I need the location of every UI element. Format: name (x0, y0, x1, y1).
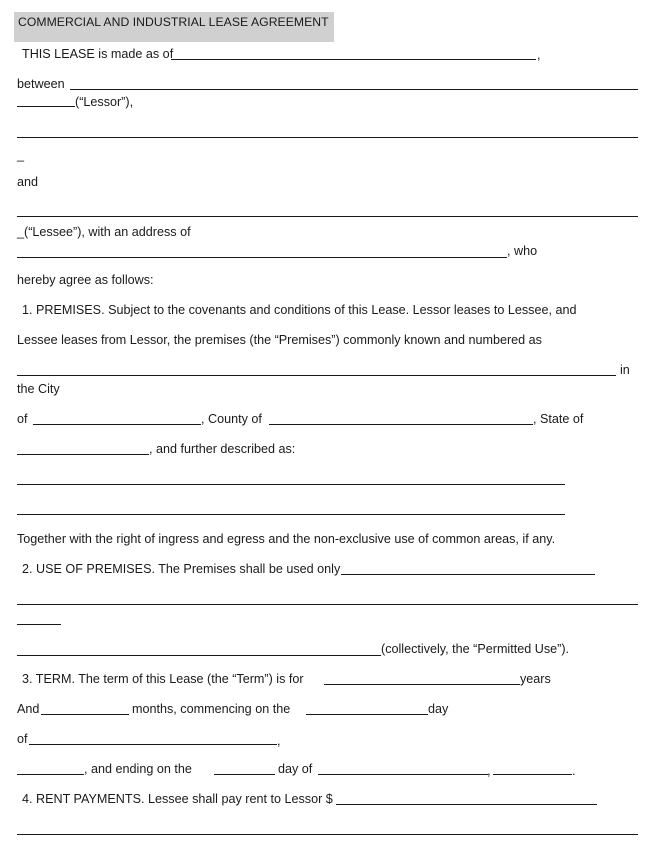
commence-month-blank[interactable] (29, 744, 277, 745)
document-title: COMMERCIAL AND INDUSTRIAL LEASE AGREEMENT (14, 12, 334, 42)
agree-label: hereby agree as follows: (17, 273, 154, 287)
further-label: , and further described as: (149, 442, 296, 456)
city-blank[interactable] (33, 424, 201, 425)
lessee-address-blank[interactable] (17, 257, 507, 258)
lessor-blank[interactable] (17, 106, 75, 107)
months-label: months, commencing on the (132, 702, 291, 716)
of-label: of (17, 412, 28, 426)
use-blank-2[interactable] (17, 604, 638, 605)
day-of-label: day of (278, 762, 313, 776)
county-label: , County of (201, 412, 262, 426)
lease-date-comma: , (537, 48, 541, 62)
end-month-blank[interactable] (318, 774, 488, 775)
description-blank-2[interactable] (17, 514, 565, 515)
premises-clause-line1: 1. PREMISES. Subject to the covenants and conditions of this Lease. Lessor leases to Lessee, and (22, 303, 577, 317)
lessor-label: (“Lessor”), (75, 95, 134, 109)
term-years-blank[interactable] (324, 684, 520, 685)
premises-clause-line2: Lessee leases from Lessor, the premises (the “Premises”) commonly known and numbered as (17, 333, 542, 347)
rent-clause-label: 4. RENT PAYMENTS. Lessee shall pay rent to Lessor $ (22, 792, 333, 806)
dash-mark: _ (17, 148, 25, 162)
and-label: and (17, 175, 39, 189)
in-label: in (620, 363, 630, 377)
end-day-blank[interactable] (214, 774, 275, 775)
end-period: . (572, 764, 576, 778)
between-blank[interactable] (70, 89, 638, 90)
of-month-label: of (17, 732, 28, 746)
use-blank-3[interactable] (17, 624, 61, 625)
use-clause-label: 2. USE OF PREMISES. The Premises shall be used only (22, 562, 341, 576)
between-label: between (17, 77, 65, 91)
commence-comma: , (277, 734, 281, 748)
ending-label: , and ending on the (84, 762, 192, 776)
term-months-blank[interactable] (41, 714, 129, 715)
who-label: , who (507, 244, 538, 258)
commence-day-blank[interactable] (306, 714, 428, 715)
state-blank[interactable] (17, 454, 149, 455)
rent-amount-blank[interactable] (336, 804, 597, 805)
lessee-name-blank[interactable] (17, 216, 638, 217)
lessee-label: _(“Lessee”), with an address of (17, 225, 191, 239)
term-clause-label: 3. TERM. The term of this Lease (the “Term”) is for (22, 672, 304, 686)
premises-address-blank[interactable] (17, 375, 616, 376)
end-year-blank[interactable] (493, 774, 572, 775)
lease-date-blank[interactable] (171, 59, 536, 60)
county-blank[interactable] (269, 424, 533, 425)
lease-date-label: THIS LEASE is made as of (22, 47, 174, 61)
and-months-label: And (17, 702, 40, 716)
use-blank[interactable] (341, 574, 595, 575)
description-blank-1[interactable] (17, 484, 565, 485)
day-label: day (428, 702, 449, 716)
state-label: , State of (533, 412, 584, 426)
years-label: years (520, 672, 551, 686)
commence-year-blank[interactable] (17, 774, 84, 775)
rent-blank-2[interactable] (17, 834, 638, 835)
together-label: Together with the right of ingress and egress and the non-exclusive use of common areas, if any. (17, 532, 556, 546)
use-blank-4[interactable] (17, 655, 381, 656)
city-label: the City (17, 382, 60, 396)
end-comma: , (487, 764, 491, 778)
lessor-address-blank[interactable] (17, 137, 638, 138)
permitted-use-label: (collectively, the “Permitted Use”). (381, 642, 570, 656)
